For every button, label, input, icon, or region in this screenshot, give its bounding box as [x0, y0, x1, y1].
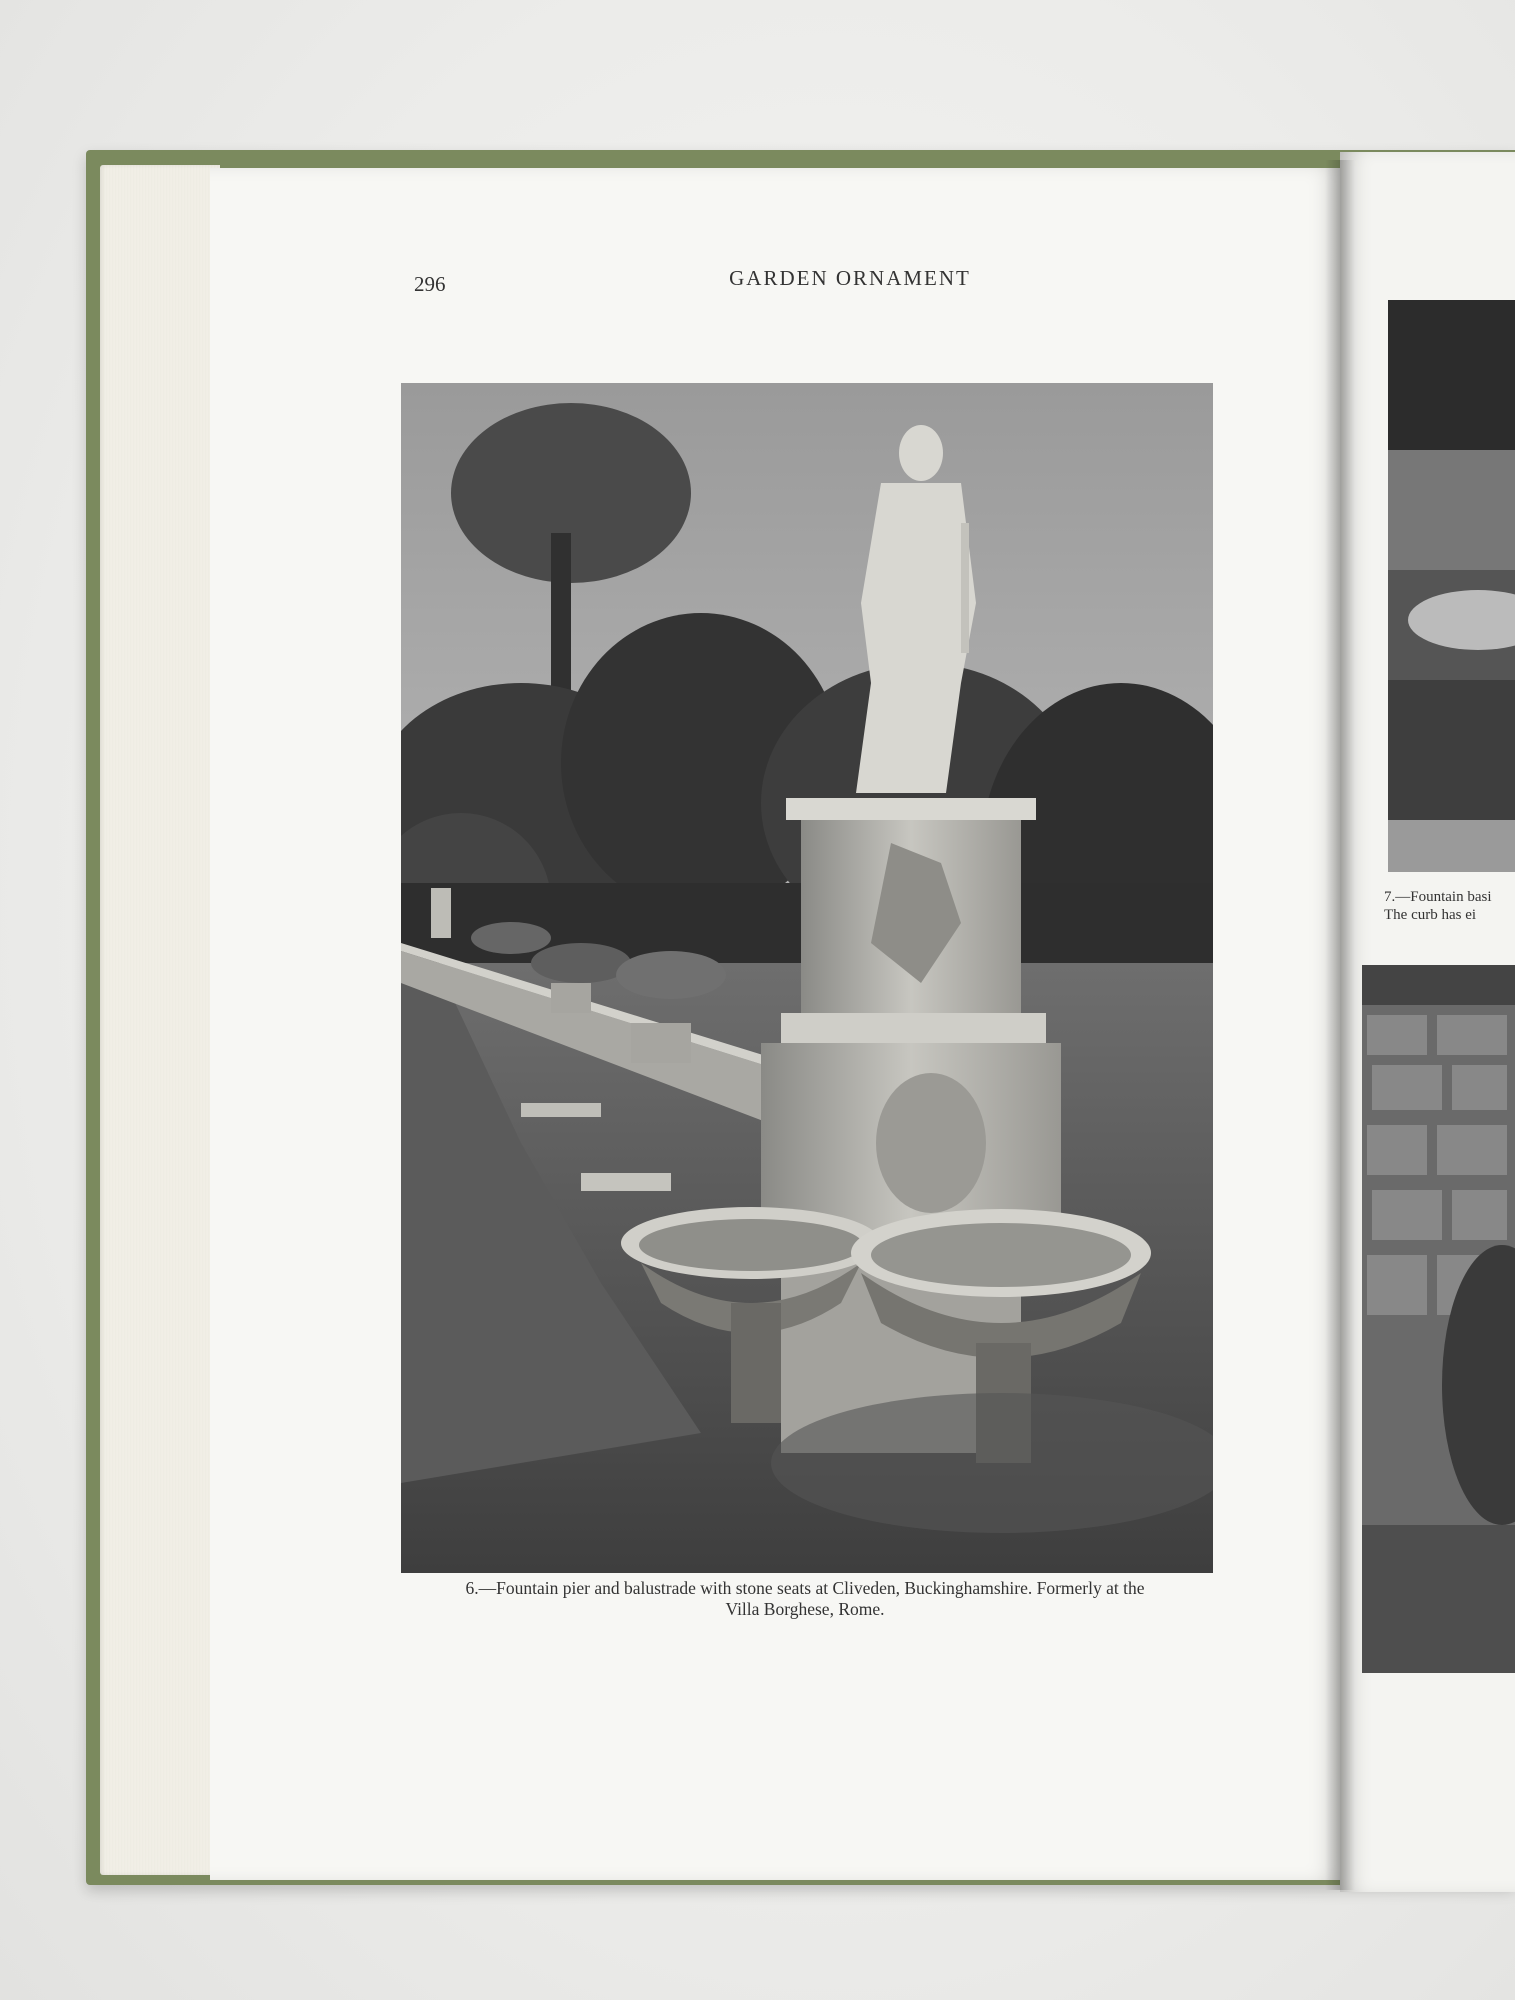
facing-page-photo-bottom	[1362, 965, 1515, 1673]
fountain-photograph	[401, 383, 1213, 1573]
facing-caption-line-1: 7.—Fountain basi	[1384, 889, 1492, 905]
facing-page-caption	[1384, 888, 1515, 924]
facing-page-photo-top	[1388, 300, 1515, 872]
caption-line-1: 6.—Fountain pier and balustrade with stone seats at Cliveden, Buckinghamshire. Formerly at the	[465, 1578, 1145, 1598]
running-head: GARDEN ORNAMENT	[729, 266, 971, 290]
page-edges	[100, 165, 220, 1875]
page-number: 296	[414, 272, 446, 296]
book-gutter	[1325, 160, 1355, 1890]
plate-caption	[395, 1578, 1215, 1620]
caption-line-2: Villa Borghese, Rome.	[725, 1599, 885, 1619]
facing-caption-line-2: The curb has ei	[1384, 907, 1477, 923]
